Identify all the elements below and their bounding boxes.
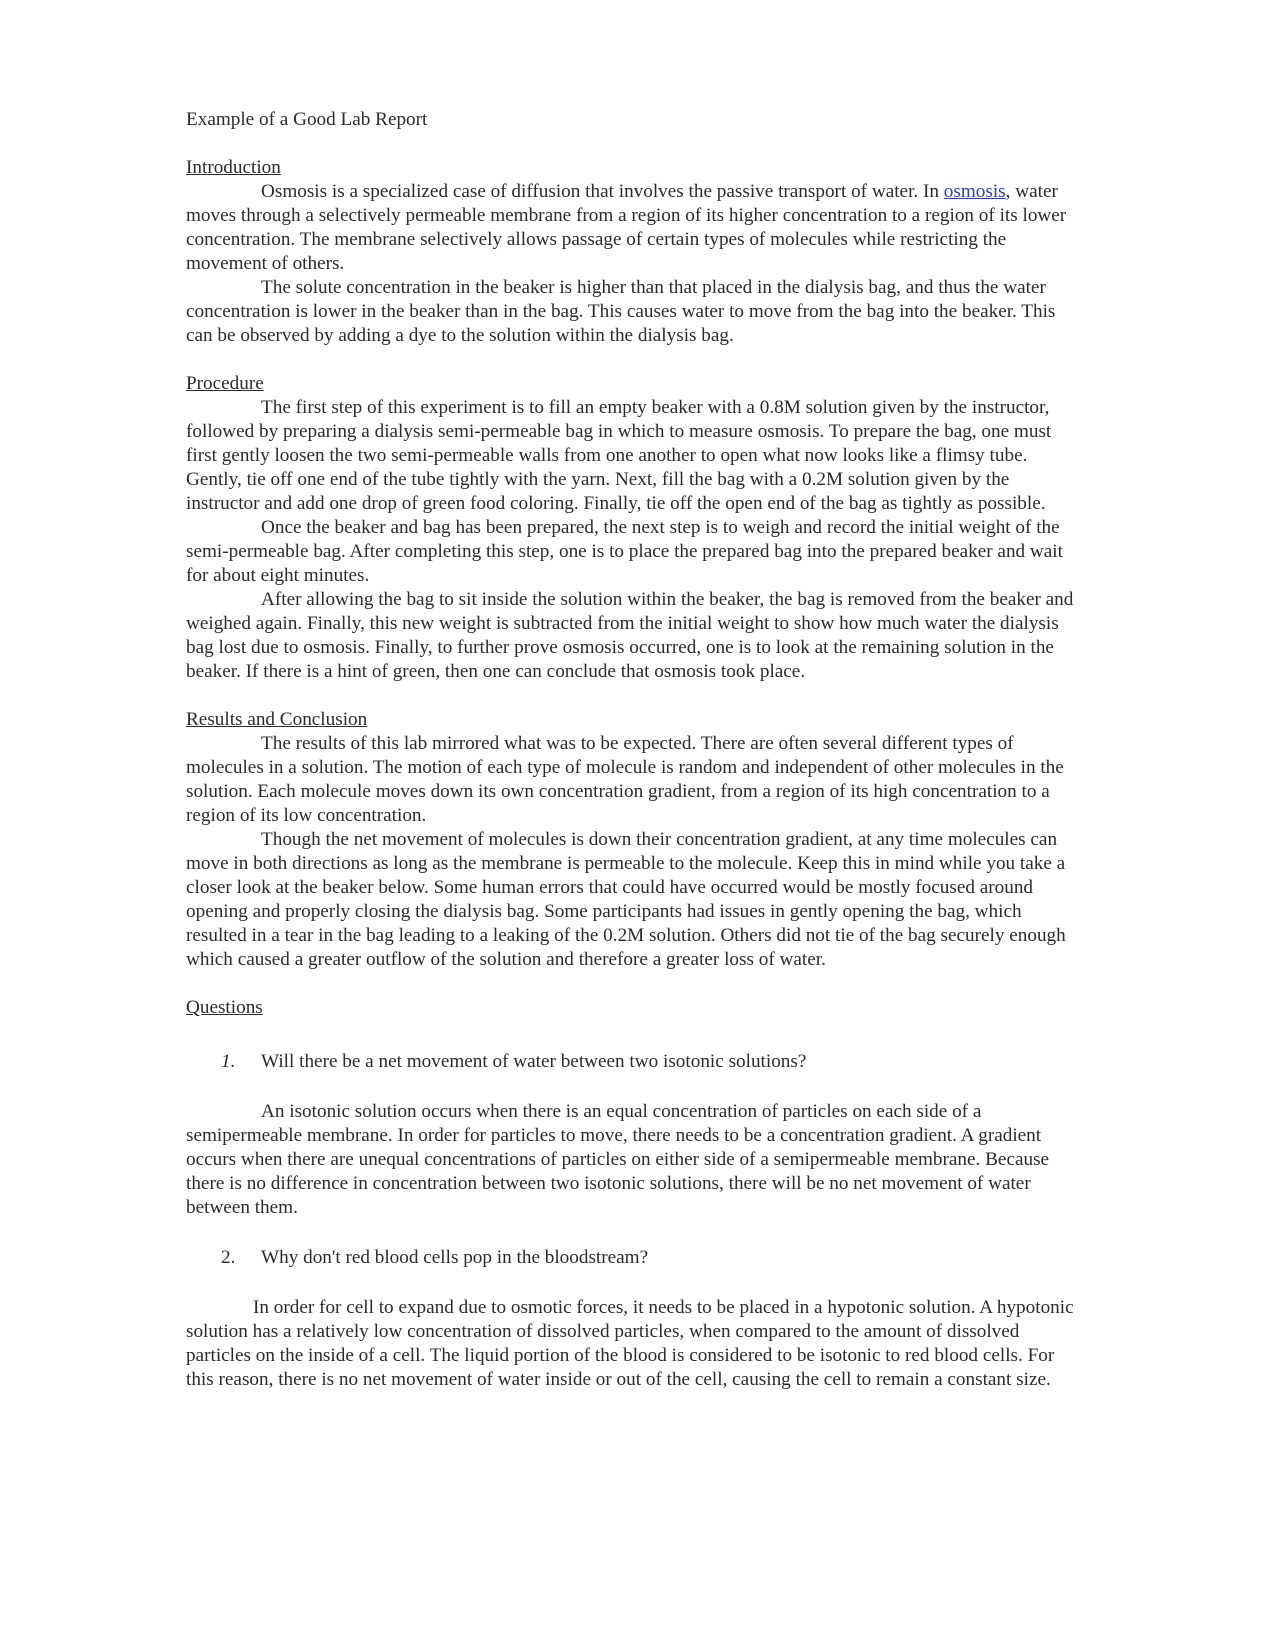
answer-2: In order for cell to expand due to osmotic forces, it needs to be placed in a hypotonic solution. A hypotonic solution has a relatively low concentration of dissolved particles, when compared to the amount of dissolved particles on the inside of a cell. The liquid portion of the blood is considered to be isotonic to red blood cells. For this reason, there is no net movement of water inside or out of the cell, causing the cell to remain a constant size.	[186, 1297, 1074, 1390]
procedure-paragraph-3: After allowing the bag to sit inside the solution within the beaker, the bag is removed from the beaker and weighed again. Finally, this new weight is subtracted from the initial weight to show how much water the dialysis bag lost due to osmosis. Finally, to further prove osmosis occurred, one is to look at the remaining solution in the beaker. If there is a hint of green, then one can conclude that osmosis took place.	[186, 589, 1074, 682]
section-heading-questions: Questions	[186, 997, 263, 1018]
introduction-p1-text-a: Osmosis is a specialized case of diffusion that involves the passive transport of water. In	[261, 181, 944, 202]
question-2-number: 2.	[221, 1247, 236, 1268]
section-heading-results: Results and Conclusion	[186, 709, 368, 730]
introduction-paragraph-1	[186, 180, 1086, 276]
procedure-paragraph-2: Once the beaker and bag has been prepared, the next step is to weigh and record the initial weight of the semi-permeable bag. After completing this step, one is to place the prepared bag into the prepared beaker and wait for about eight minutes.	[186, 517, 1063, 586]
document-body	[186, 108, 1086, 1392]
section-heading-procedure: Procedure	[186, 373, 264, 394]
answer-1: An isotonic solution occurs when there is an equal concentration of particles on each side of a semipermeable membrane. In order for particles to move, there needs to be a concentration gradient. A gradient occurs when there are unequal concentrations of particles on either side of a semipermeable membrane. Because there is no difference in concentration between two isotonic solutions, there will be no net movement of water between them.	[186, 1101, 1050, 1218]
question-1-number: 1.	[221, 1051, 236, 1072]
section-heading-introduction: Introduction	[186, 157, 281, 178]
question-2-text: Why don't red blood cells pop in the bloodstream?	[261, 1247, 649, 1268]
results-paragraph-1: The results of this lab mirrored what was to be expected. There are often several different types of molecules in a solution. The motion of each type of molecule is random and independent of other molecules in the solution. Each molecule moves down its own concentration gradient, from a region of its high concentration to a region of its low concentration.	[186, 733, 1064, 826]
question-2	[186, 1246, 1086, 1270]
document-title: Example of a Good Lab Report	[186, 109, 428, 130]
question-1	[186, 1050, 1086, 1074]
introduction-p1-text-b: , water moves through a selectively permeable membrane from a region of its higher concentration to a region of its lower concentration. The membrane selectively allows passage of certain types of molecules while restricting the movement of others.	[186, 181, 1067, 274]
osmosis-link[interactable]: osmosis	[943, 181, 1006, 202]
introduction-paragraph-2: The solute concentration in the beaker is higher than that placed in the dialysis bag, and thus the water concentration is lower in the beaker than in the bag. This causes water to move from the bag into the beaker. This can be observed by adding a dye to the solution within the dialysis bag.	[186, 277, 1056, 346]
question-1-text: Will there be a net movement of water between two isotonic solutions?	[261, 1051, 807, 1072]
results-paragraph-2: Though the net movement of molecules is down their concentration gradient, at any time molecules can move in both directions as long as the membrane is permeable to the molecule. Keep this in mind while you take a closer look at the beaker below. Some human errors that could have occurred would be mostly focused around opening and properly closing the dialysis bag. Some participants had issues in gently opening the bag, which resulted in a tear in the bag leading to a leaking of the 0.2M solution. Others did not tie of the bag securely enough which caused a greater outflow of the solution and therefore a greater loss of water.	[186, 829, 1066, 970]
procedure-paragraph-1: The first step of this experiment is to fill an empty beaker with a 0.8M solution given by the instructor, followed by preparing a dialysis semi-permeable bag in which to measure osmosis. To prepare the bag, one must first gently loosen the two semi-permeable walls from one another to open what now looks like a flimsy tube. Gently, tie off one end of the tube tightly with the yarn. Next, fill the bag with a 0.2M solution given by the instructor and add one drop of green food coloring. Finally, tie off the open end of the bag as tightly as possible.	[186, 397, 1052, 514]
